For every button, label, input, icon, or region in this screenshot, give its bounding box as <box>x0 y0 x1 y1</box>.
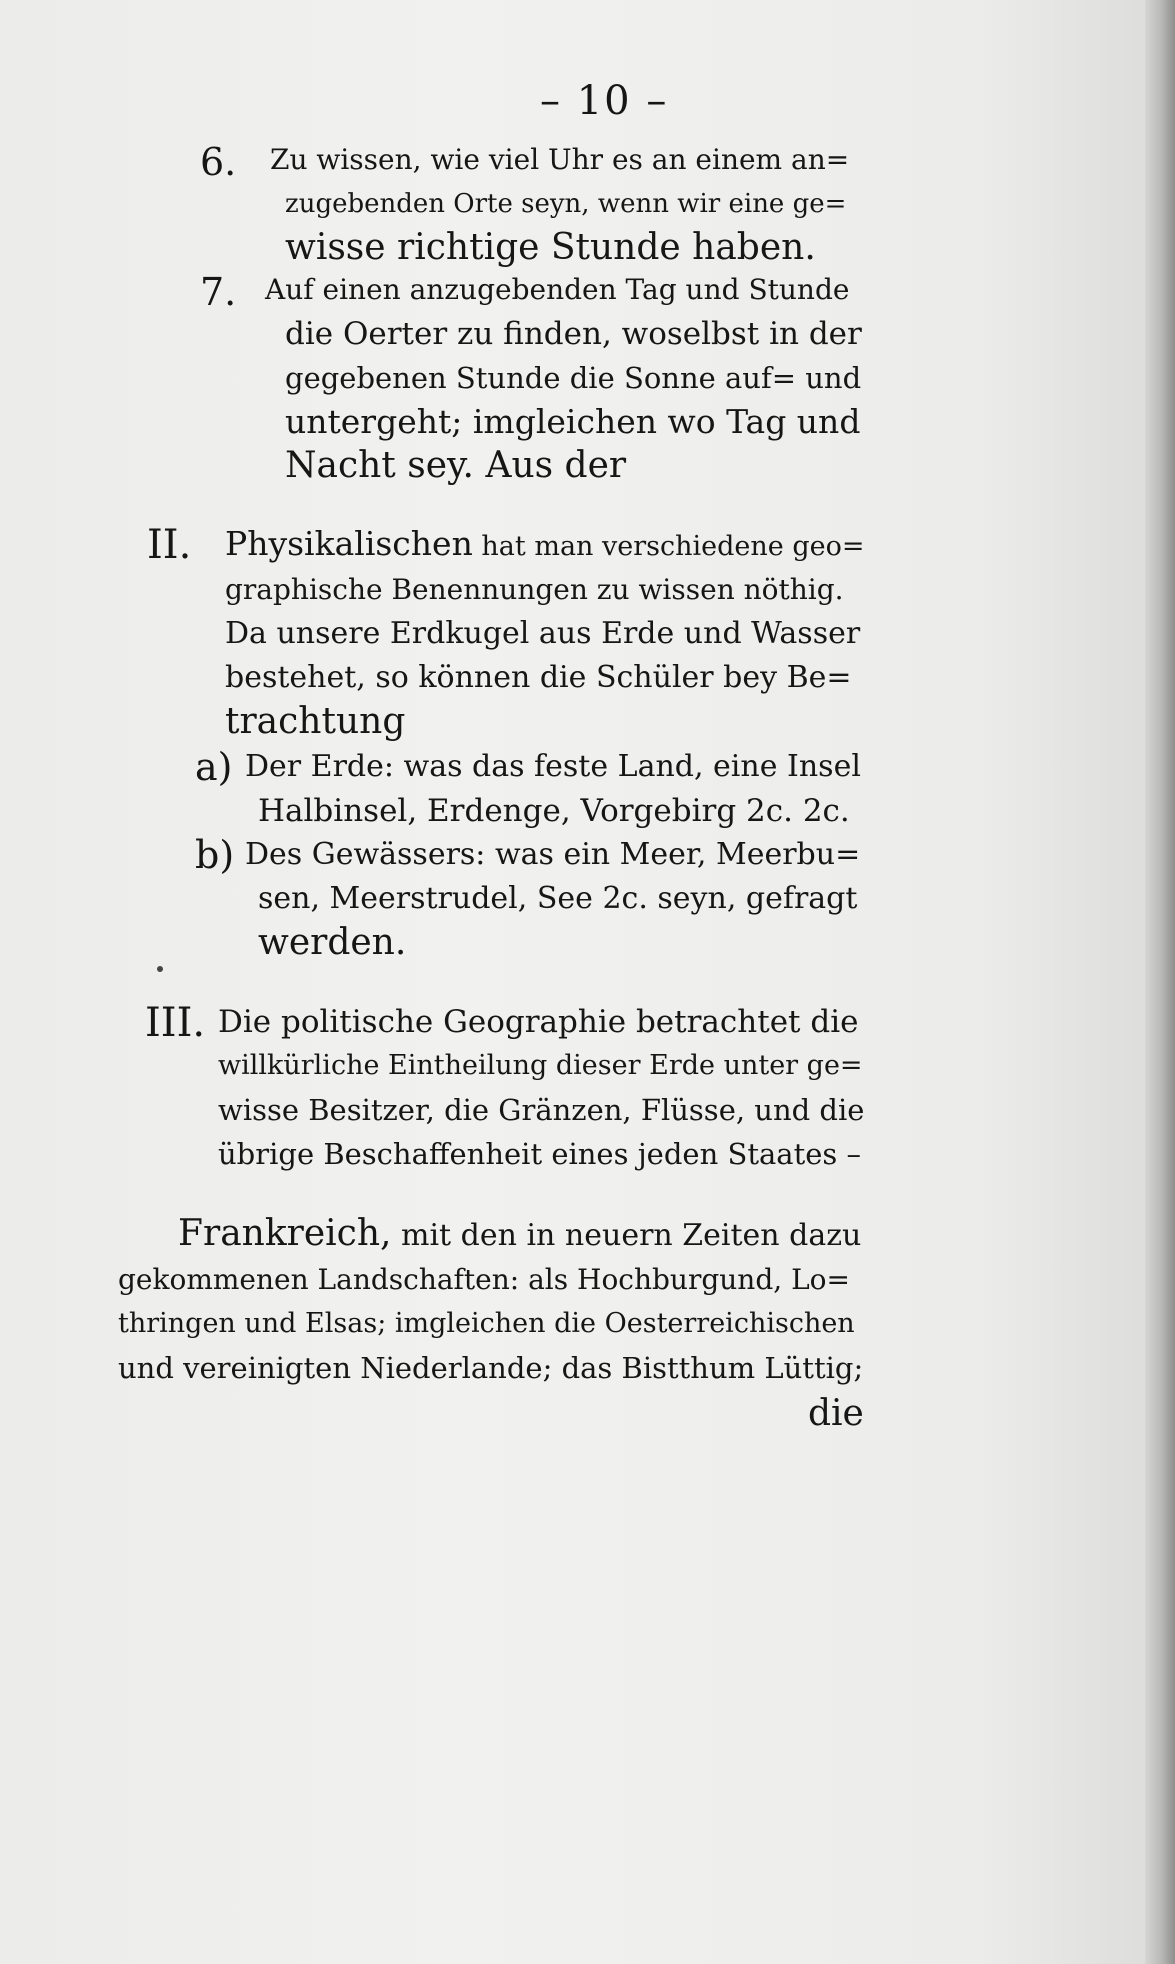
section-marker-iii: III. <box>145 1000 206 1046</box>
closing-line-2: gekommenen Landschaften: als Hochburgund, Lo= <box>118 1263 850 1296</box>
section-ii-line-4: bestehet, so können die Schüler bey Be= <box>225 660 852 695</box>
page-number: – 10 – <box>540 78 669 124</box>
section-ii-line-1 <box>225 522 864 569</box>
section-ii-first-rest: hat man verschiedene geo= <box>481 531 865 562</box>
section-ii-heading-word: Physikalischen <box>225 524 473 563</box>
section-iii-line-2: willkürliche Eintheilung dieser Erde unter ge= <box>218 1050 863 1081</box>
item-7-line-5: Nacht sey. Aus der <box>285 445 627 486</box>
subitem-marker-b: b) <box>195 833 235 877</box>
subitem-marker-a: a) <box>195 745 233 789</box>
closing-line-4: und vereinigten Niederlande; das Bistthum Lüttig; <box>118 1351 864 1385</box>
section-ii-line-2: graphische Benennungen zu wissen nöthig. <box>225 573 844 606</box>
section-marker-ii: II. <box>147 522 192 568</box>
item-marker-6: 6. <box>200 140 237 184</box>
page-edge-shadow <box>1145 0 1175 1964</box>
item-7-line-3: gegebenen Stunde die Sonne auf= und <box>285 361 862 395</box>
closing-heading-word: Frankreich, <box>178 1213 392 1254</box>
section-iii-line-3: wisse Besitzer, die Gränzen, Flüsse, und die <box>218 1093 865 1127</box>
item-7-line-4: untergeht; imgleichen wo Tag und <box>285 402 861 441</box>
ink-speck <box>157 966 163 972</box>
closing-first-rest: mit den in neuern Zeiten dazu <box>401 1218 862 1253</box>
item-7-line-1: Auf einen anzugebenden Tag und Stunde <box>265 273 850 306</box>
subitem-b-line-1: Des Gewässers: was ein Meer, Meerbu= <box>245 837 861 872</box>
closing-line-3: thringen und Elsas; imgleichen die Oesterreichischen <box>118 1308 855 1339</box>
subitem-a-line-2: Halbinsel, Erdenge, Vorgebirg 2c. 2c. <box>258 793 850 829</box>
item-marker-7: 7. <box>200 270 237 314</box>
item-6-line-2: zugebenden Orte seyn, wenn wir eine ge= <box>285 189 847 219</box>
item-7-line-2: die Oerter zu finden, woselbst in der <box>285 316 862 352</box>
section-ii-line-3: Da unsere Erdkugel aus Erde und Wasser <box>225 616 861 651</box>
subitem-a-line-1: Der Erde: was das feste Land, eine Insel <box>245 749 861 784</box>
section-iii-line-1: Die politische Geographie betrachtet die <box>218 1004 859 1040</box>
section-ii-line-5: trachtung <box>225 701 406 742</box>
item-6-line-1: Zu wissen, wie viel Uhr es an einem an= <box>270 143 850 176</box>
item-6-line-3: wisse richtige Stunde haben. <box>285 227 816 268</box>
closing-line-1 <box>178 1212 861 1258</box>
subitem-b-line-2: sen, Meerstrudel, See 2c. seyn, gefragt <box>258 881 858 916</box>
subitem-b-line-3: werden. <box>258 922 407 963</box>
catchword: die <box>808 1393 864 1434</box>
section-iii-line-4: übrige Beschaffenheit eines jeden Staates – <box>218 1137 861 1171</box>
